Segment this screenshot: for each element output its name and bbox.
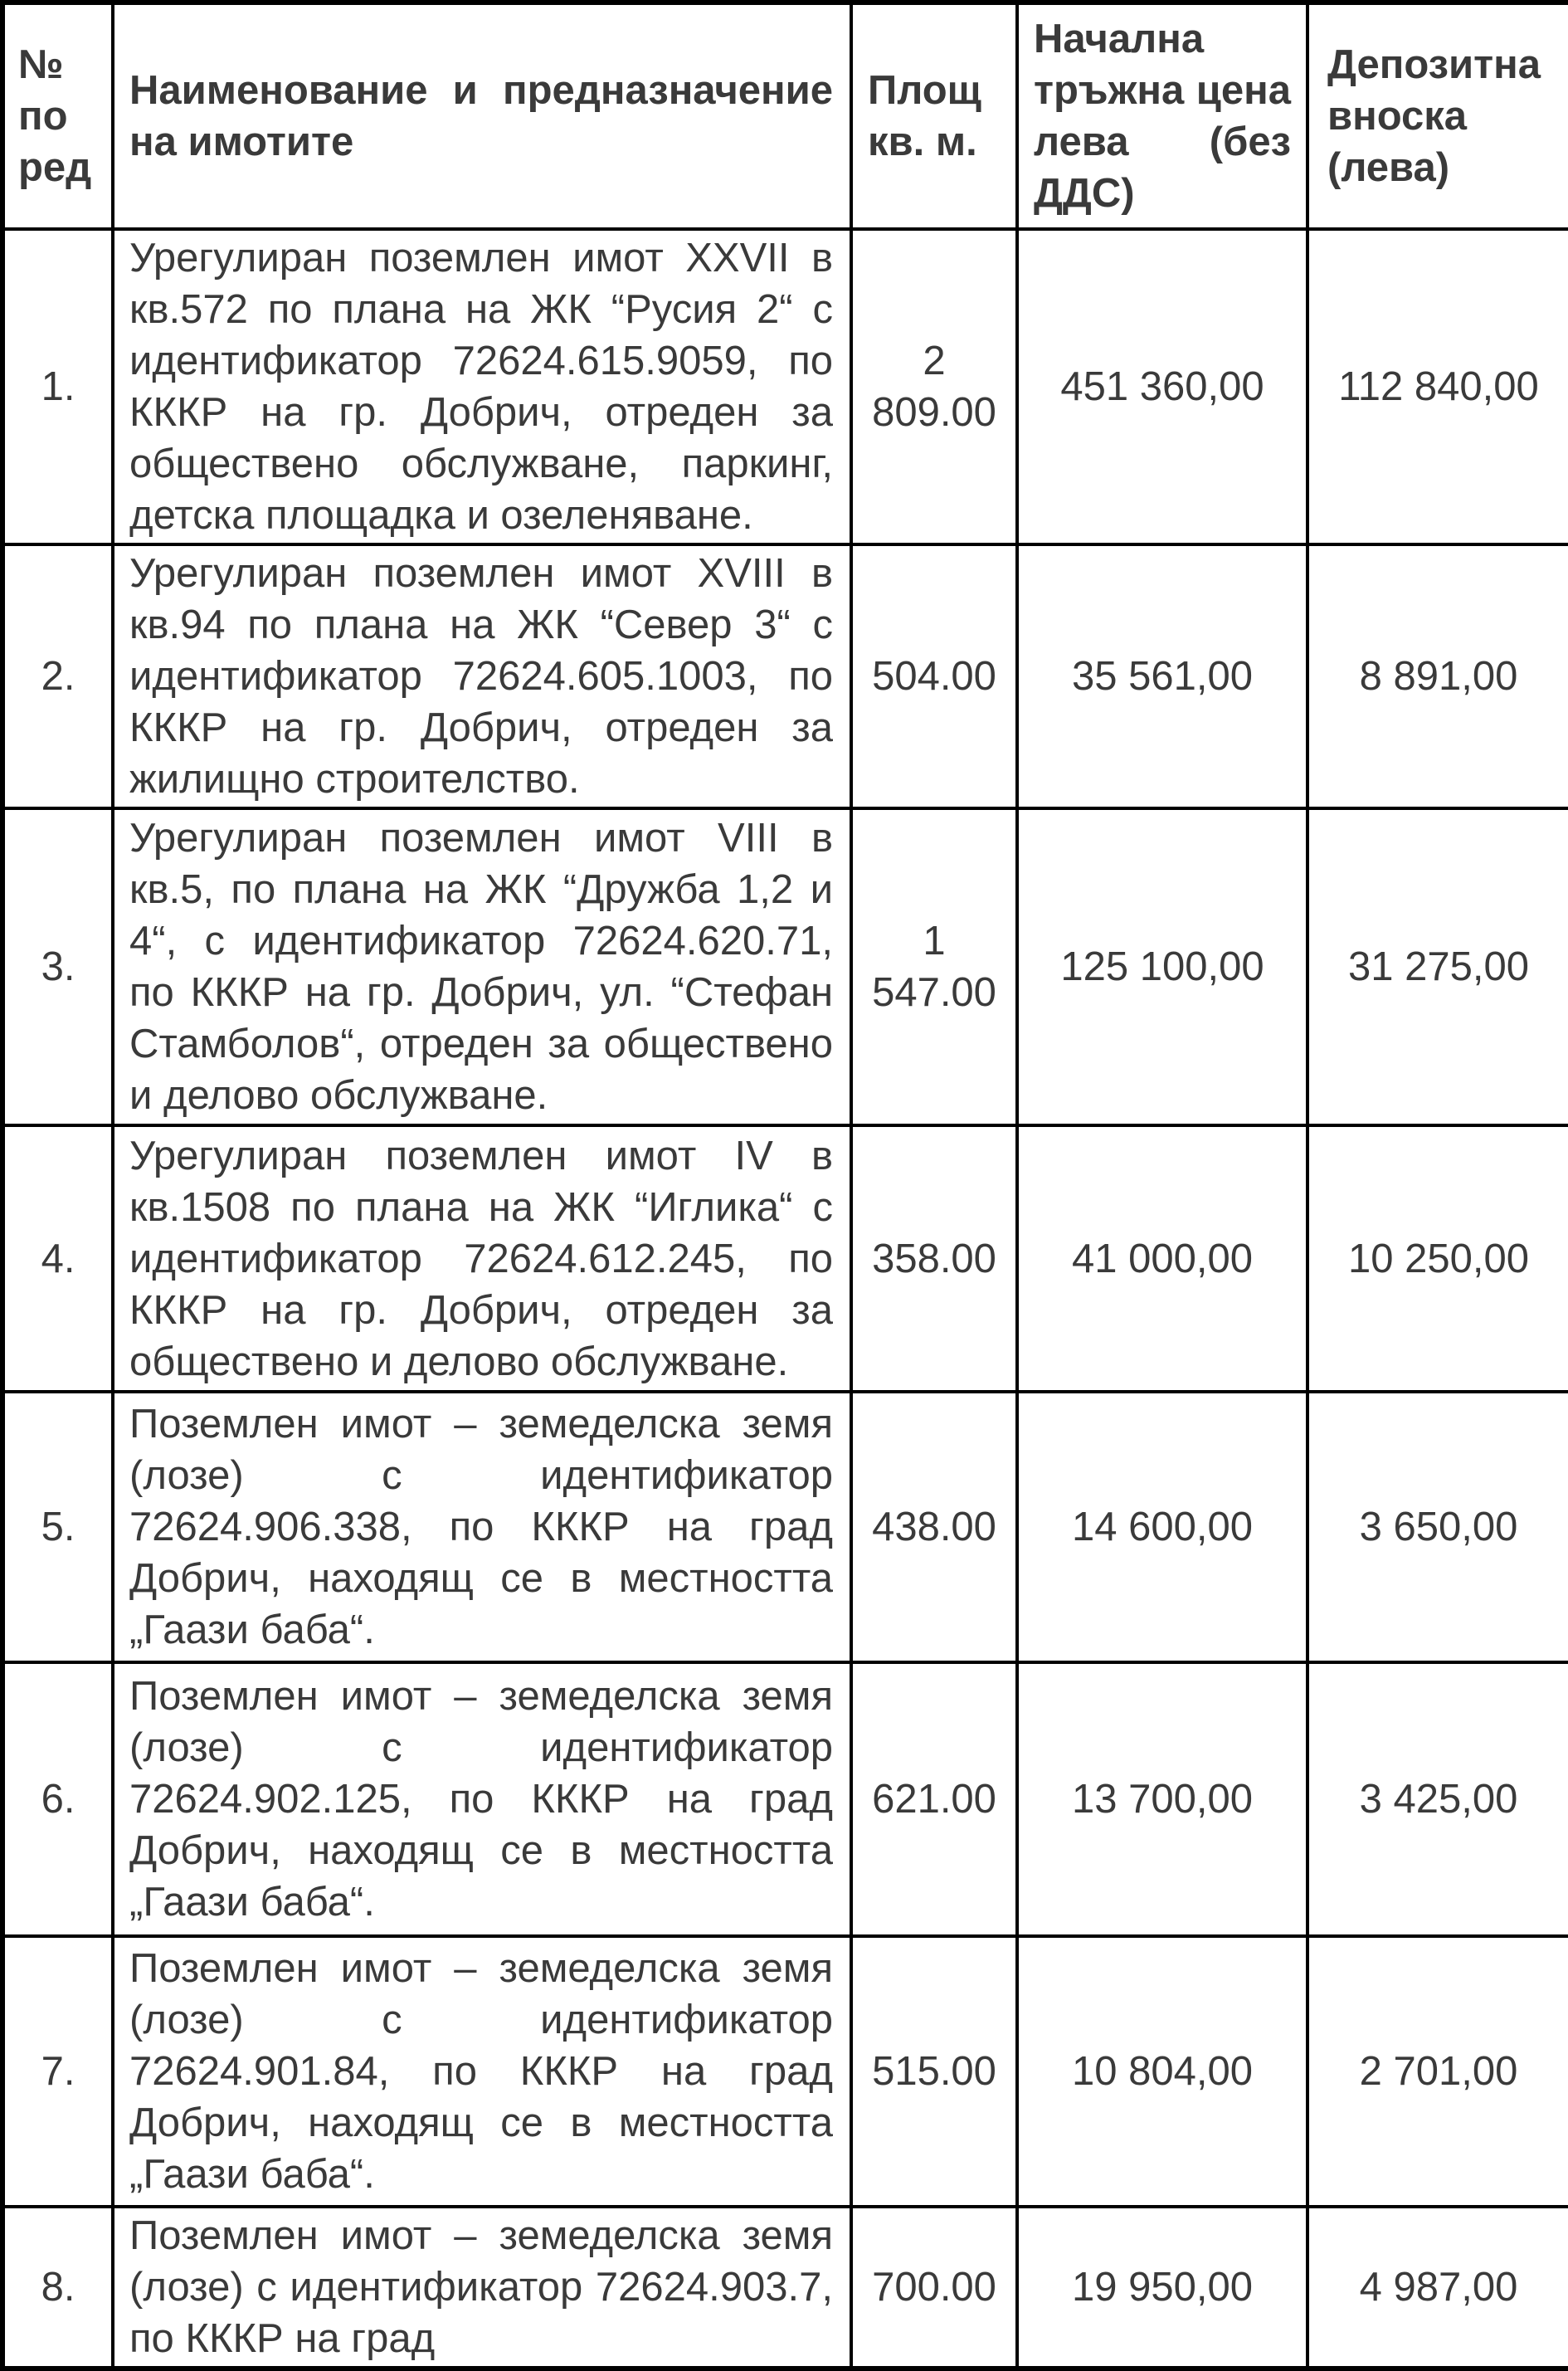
deposit-cell: 4 987,00 [1307, 2207, 1568, 2369]
table-row [2, 2207, 1568, 2369]
row-number-cell: 2. [2, 544, 113, 808]
table-header-row [2, 2, 1568, 229]
row-number-cell: 1. [2, 229, 113, 544]
header-starting-price: Начална тръжна цена лева (без ДДС) [1017, 2, 1307, 229]
area-cell: 1 547.00 [851, 808, 1017, 1125]
starting-price-cell: 14 600,00 [1017, 1392, 1307, 1662]
table-row [2, 808, 1568, 1125]
area-cell: 2 809.00 [851, 229, 1017, 544]
row-number-cell: 7. [2, 1936, 113, 2207]
property-description: Урегулиран поземлен имот IV в кв.1508 по плана на ЖК “Иглика“ с идентификатор 72624.612.245, по КККР на гр. Добрич, отреден за обществено и делово обслужване. [113, 1125, 851, 1392]
row-number-cell: 4. [2, 1125, 113, 1392]
property-description: Урегулиран поземлен имот XXVII в кв.572 по плана на ЖК “Русия 2“ с идентификатор 72624.615.9059, по КККР на гр. Добрич, отреден за обществено обслужване, паркинг, детска площадка и озеленяване. [113, 229, 851, 544]
starting-price-cell: 10 804,00 [1017, 1936, 1307, 2207]
table-row [2, 229, 1568, 544]
table-row [2, 544, 1568, 808]
area-cell: 700.00 [851, 2207, 1017, 2369]
starting-price-cell: 125 100,00 [1017, 808, 1307, 1125]
area-cell: 621.00 [851, 1662, 1017, 1936]
table-row [2, 1392, 1568, 1662]
deposit-cell: 112 840,00 [1307, 229, 1568, 544]
row-number-cell: 6. [2, 1662, 113, 1936]
row-number-cell: 8. [2, 2207, 113, 2369]
table-row [2, 1662, 1568, 1936]
deposit-cell: 3 650,00 [1307, 1392, 1568, 1662]
starting-price-cell: 19 950,00 [1017, 2207, 1307, 2369]
deposit-cell: 2 701,00 [1307, 1936, 1568, 2207]
table-row [2, 1125, 1568, 1392]
property-description: Урегулиран поземлен имот XVIII в кв.94 по плана на ЖК “Север 3“ с идентификатор 72624.605.1003, по КККР на гр. Добрич, отреден за жилищно строителство. [113, 544, 851, 808]
header-row-number: № по ред [2, 2, 113, 229]
row-number-cell: 3. [2, 808, 113, 1125]
property-description: Поземлен имот – земеделска земя (лозе) с идентификатор 72624.903.7, по КККР на град [113, 2207, 851, 2369]
property-description: Поземлен имот – земеделска земя (лозе) с идентификатор 72624.901.84, по КККР на град Добрич, находящ се в местността „Гаази баба“. [113, 1936, 851, 2207]
header-property-name: Наименование и предназначение на имотите [113, 2, 851, 229]
starting-price-cell: 13 700,00 [1017, 1662, 1307, 1936]
table-row [2, 1936, 1568, 2207]
area-cell: 515.00 [851, 1936, 1017, 2207]
property-description: Поземлен имот – земеделска земя (лозе) с идентификатор 72624.906.338, по КККР на град Добрич, находящ се в местността „Гаази баба“. [113, 1392, 851, 1662]
header-area: Площ кв. м. [851, 2, 1017, 229]
starting-price-cell: 451 360,00 [1017, 229, 1307, 544]
deposit-cell: 3 425,00 [1307, 1662, 1568, 1936]
area-cell: 504.00 [851, 544, 1017, 808]
deposit-cell: 8 891,00 [1307, 544, 1568, 808]
area-cell: 358.00 [851, 1125, 1017, 1392]
starting-price-cell: 35 561,00 [1017, 544, 1307, 808]
deposit-cell: 10 250,00 [1307, 1125, 1568, 1392]
area-cell: 438.00 [851, 1392, 1017, 1662]
property-description: Урегулиран поземлен имот VIII в кв.5, по плана на ЖК “Дружба 1,2 и 4“, с идентификатор 72624.620.71, по КККР на гр. Добрич, ул. “Стефан Стамболов“, отреден за обществено и делово обслужване. [113, 808, 851, 1125]
deposit-cell: 31 275,00 [1307, 808, 1568, 1125]
header-deposit: Депозитна вноска (лева) [1307, 2, 1568, 229]
starting-price-cell: 41 000,00 [1017, 1125, 1307, 1392]
row-number-cell: 5. [2, 1392, 113, 1662]
property-description: Поземлен имот – земеделска земя (лозе) с идентификатор 72624.902.125, по КККР на град Добрич, находящ се в местността „Гаази баба“. [113, 1662, 851, 1936]
